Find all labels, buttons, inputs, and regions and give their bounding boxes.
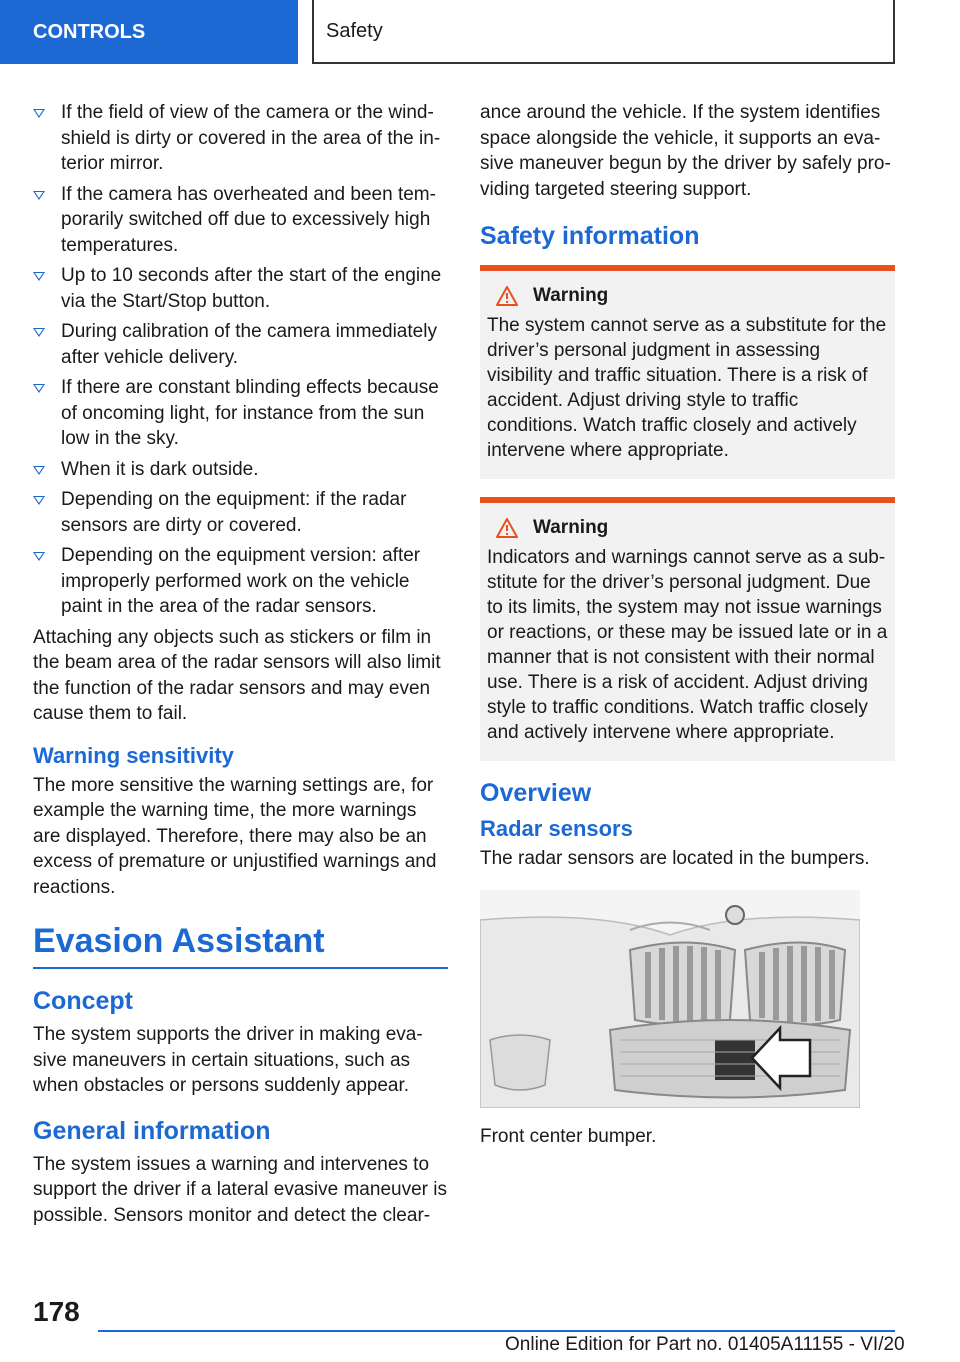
chapter-header [312, 0, 895, 64]
right-column [480, 100, 895, 1149]
list-item: If there are constant blinding effects because of oncoming light, for instance from the sun low in the sky. [33, 375, 448, 452]
warning-title: Warning [533, 517, 609, 538]
triangle-bullet-icon [33, 109, 45, 118]
list-item: Depending on the equipment: if the radar sensors are dirty or covered. [33, 487, 448, 538]
warning-header [487, 285, 888, 307]
triangle-bullet-icon [33, 496, 45, 505]
section-tab [0, 0, 298, 64]
list-item: During calibration of the camera immediately after vehicle delivery. [33, 319, 448, 370]
triangle-bullet-icon [33, 272, 45, 281]
radar-sensors-text: The radar sensors are located in the bumpers. [480, 848, 870, 869]
warning-sensitivity-heading: Warning sensitivity [33, 742, 234, 768]
condition-list [33, 100, 448, 620]
safety-information-heading: Safety information [480, 222, 700, 250]
chapter-label: Safety [326, 19, 383, 42]
evasion-assistant-heading: Evasion Assistant [33, 922, 448, 969]
left-column [33, 100, 448, 1228]
list-item: Depending on the equipment version: after improperly performed work on the vehicle paint in the area of the radar sensors. [33, 543, 448, 620]
concept-heading: Concept [33, 987, 133, 1015]
list-item: When it is dark outside. [33, 457, 448, 483]
car-front-bumper-image [480, 890, 860, 1108]
warning-box [480, 497, 895, 761]
warning-triangle-icon [495, 285, 519, 307]
warning-triangle-icon [495, 517, 519, 539]
attach-paragraph: Attaching any objects such as stickers or film in the beam area of the radar sensors will also limit the function of the radar sensors and may even cause them to fail. [33, 626, 441, 724]
triangle-bullet-icon [33, 552, 45, 561]
triangle-bullet-icon [33, 384, 45, 393]
radar-sensors-heading: Radar sensors [480, 816, 633, 841]
triangle-bullet-icon [33, 191, 45, 200]
list-item: If the camera has overheated and been temporarily switched off due to excessively high temperatures. [33, 182, 448, 259]
list-item: Up to 10 seconds after the start of the engine via the Start/Stop button. [33, 263, 448, 314]
page-number: 178 [33, 1296, 80, 1327]
concept-text: The system supports the driver in making evasive maneuvers in certain situations, such as when obstacles or persons suddenly appear. [33, 1024, 423, 1096]
figure-caption: Front center bumper. [480, 1125, 657, 1147]
list-item: If the field of view of the camera or the windshield is dirty or covered in the area of the interior mirror. [33, 100, 448, 177]
warning-text: The system cannot serve as a substitute for the driver’s personal judgment in assessing visibility and traffic situation. There is a risk of accident. Adjust driving style to traffic conditions. Watch traffic closely and actively intervene where appropriate. [487, 315, 887, 461]
warning-box [480, 265, 895, 479]
warning-header [487, 517, 888, 539]
section-label: CONTROLS [33, 20, 146, 43]
continued-text: ance around the vehicle. If the system identifies space alongside the vehicle, it supports an evasive maneuver begun by the driver by safely providing targeted steering support. [480, 102, 891, 200]
triangle-bullet-icon [33, 466, 45, 475]
warning-text: Indicators and warnings cannot serve as a substitute for the driver’s personal judgment. Due to its limits, the system may not issue warnings or reactions, or these may be issued late or in a manner that is not consistent with their normal use. There is a risk of accident. Adjust driving style to traffic conditions. Watch traffic closely and actively intervene where appropriate. [487, 547, 888, 743]
warning-sensitivity-text: The more sensitive the warning settings are, for example the warning time, the more warnings are displayed. Therefore, there may also be an excess of premature or unjustified warnings and reactions. [33, 774, 437, 898]
footer-divider [98, 1330, 895, 1332]
triangle-bullet-icon [33, 328, 45, 337]
general-information-heading: General information [33, 1116, 271, 1145]
overview-heading: Overview [480, 779, 592, 807]
edition-note: Online Edition for Part no. 01405A11155 - VI/20 [505, 1334, 905, 1355]
bumper-illustration [480, 890, 860, 1108]
warning-title: Warning [533, 285, 609, 306]
general-information-text: The system issues a warning and intervenes to support the driver if a lateral evasive maneuver is possible. Sensors monitor and detect the clear- [33, 1153, 447, 1226]
